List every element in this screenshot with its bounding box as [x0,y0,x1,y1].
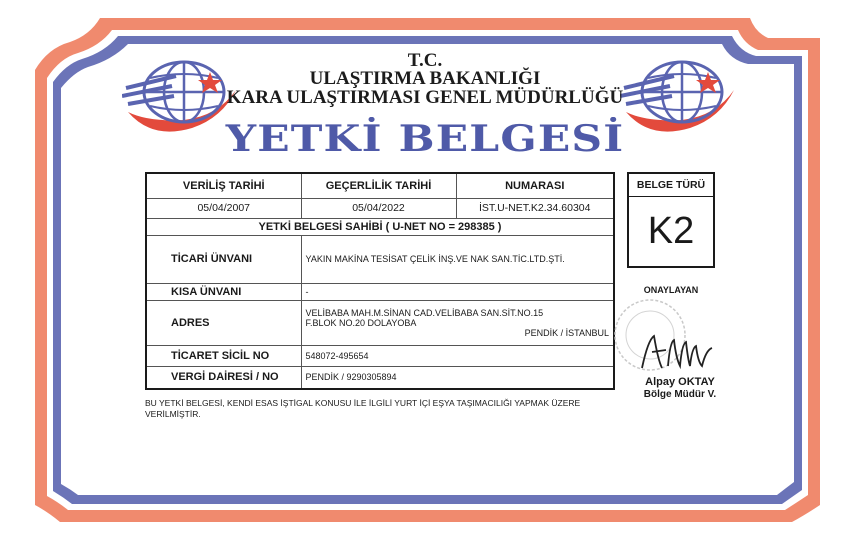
table-header-row [146,173,614,198]
column-header-number: NUMARASI [456,173,614,198]
certificate-note [145,398,615,420]
certificate-type-box [627,172,715,268]
header-tc: T.C. [407,50,443,71]
short-name-label: KISA ÜNVANI [146,283,301,300]
address-value [301,300,614,345]
certificate-type-label: BELGE TÜRÜ [636,179,706,191]
note-line-1: BU YETKİ BELGESİ, KENDİ ESAS İŞTİGAL KONUSU İLE İLGİLİ YURT İÇİ EŞYA TAŞIMACILIĞI YAPMAK ÜZERE [145,398,581,408]
note-line-2: VERİLMİŞTİR. [145,409,201,419]
tax-office-label: VERGİ DAİRESİ / NO [146,366,301,389]
header-ministry: ULAŞTIRMA BAKANLIĞI [309,68,541,89]
approver-label: ONAYLAYAN [643,285,699,295]
table-row [146,236,614,284]
table-row [146,218,614,235]
trade-registry-label: TİCARET SİCİL NO [146,346,301,366]
tax-office-value: PENDİK / 9290305894 [301,366,614,389]
table-row [146,300,614,345]
short-name-value: - [301,283,614,300]
issue-date-value: 05/04/2007 [146,198,301,218]
document-title: YETKİ BELGESİ [225,118,625,160]
column-header-issue-date: VERİLİŞ TARİHİ [146,173,301,198]
signature-icon [638,330,728,372]
table-row [146,346,614,366]
validity-date-value: 05/04/2022 [301,198,456,218]
table-row [146,198,614,218]
certificate-type-value: K2 [647,210,695,252]
address-district: PENDİK / İSTANBUL [524,328,609,339]
divider [629,196,713,197]
address-label: ADRES [146,300,301,345]
signer-name: Alpay OKTAY [645,376,715,388]
certificate-holder-heading: YETKİ BELGESİ SAHİBİ ( U-NET NO = 298385 ) [146,218,614,235]
address-line-1: VELİBABA MAH.M.SİNAN CAD.VELİBABA SAN.SİT.NO.15 [305,308,544,319]
table-row [146,283,614,300]
address-line-2: F.BLOK NO.20 DOLAYOBA [305,318,417,329]
certificate-number-value: İST.U-NET.K2.34.60304 [456,198,614,218]
trade-name-value: YAKIN MAKİNA TESİSAT ÇELİK İNŞ.VE NAK SAN.TİC.LTD.ŞTİ. [301,236,614,284]
table-row [146,366,614,389]
certificate-table [145,172,615,390]
trade-name-label: TİCARİ ÜNVANI [146,236,301,284]
signer-title: Bölge Müdür V. [643,389,717,400]
header-directorate: KARA ULAŞTIRMASI GENEL MÜDÜRLÜĞÜ [226,87,624,108]
trade-registry-value: 548072-495654 [301,346,614,366]
column-header-validity-date: GEÇERLİLİK TARİHİ [301,173,456,198]
